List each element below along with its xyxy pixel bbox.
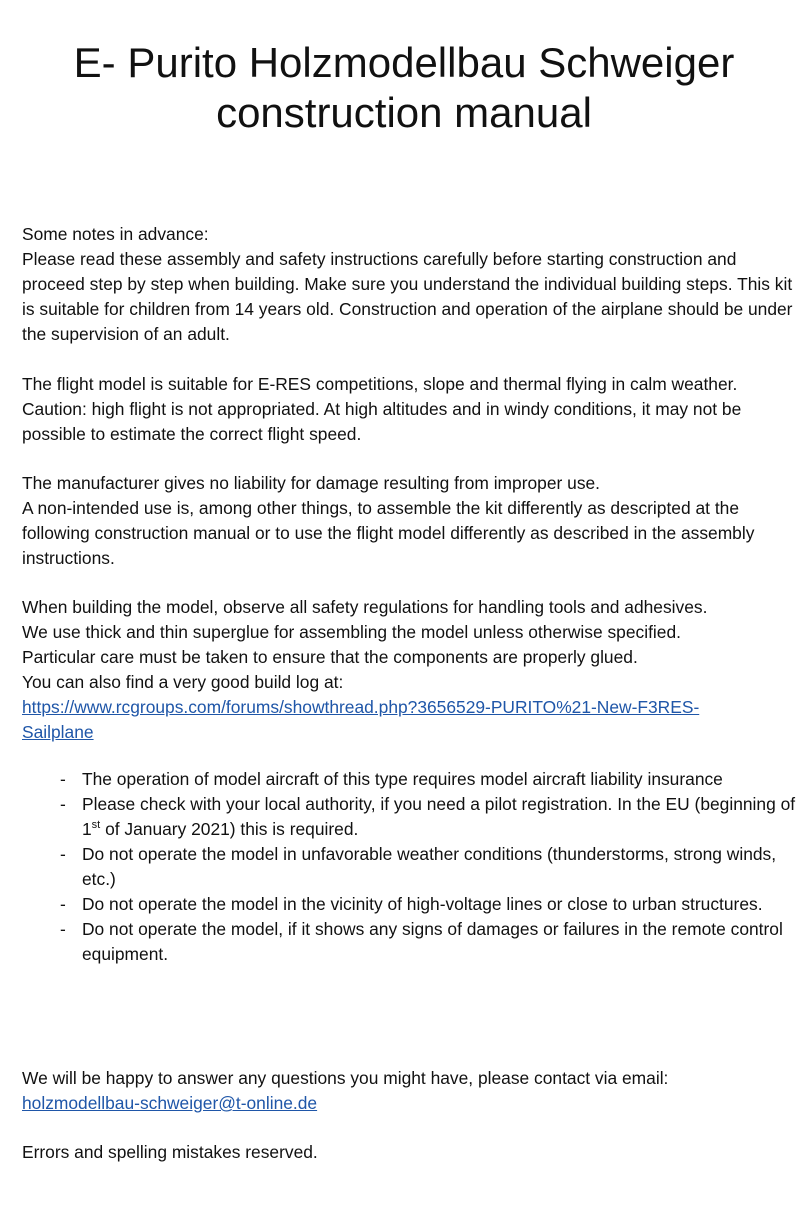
contact-section: [22, 1066, 802, 1116]
build-log-link[interactable]: [22, 695, 802, 745]
build-log-intro: You can also find a very good build log at:: [22, 672, 344, 692]
list-item: [22, 792, 802, 842]
list-item: [22, 892, 802, 917]
weather-note: Do not operate the model in unfavorable weather conditions (thunderstorms, strong winds, etc.): [82, 844, 777, 889]
build-log-link-line-2[interactable]: Sailplane: [22, 722, 94, 742]
damage-note: Do not operate the model, if it shows any signs of damages or failures in the remote control equipment.: [82, 919, 783, 964]
liability-section: [22, 471, 802, 571]
flight-section: [22, 372, 802, 447]
bullet-dash: -: [60, 894, 66, 914]
flight-caution: Caution: high flight is not appropriated. At high altitudes and in windy conditions, it may not be possible to estimate the correct flight speed.: [22, 399, 742, 444]
superglue-note: We use thick and thin superglue for assembling the model unless otherwise specified.: [22, 622, 681, 642]
list-item: [22, 842, 802, 892]
flight-suitability: The flight model is suitable for E-RES competitions, slope and thermal flying in calm weather.: [22, 374, 738, 394]
title-line-1: E- Purito Holzmodellbau Schweiger: [73, 39, 735, 86]
building-section: [22, 595, 802, 745]
liability-statement: The manufacturer gives no liability for damage resulting from improper use.: [22, 473, 601, 493]
footer-section: [22, 1140, 802, 1165]
power-lines-note: Do not operate the model in the vicinity of high-voltage lines or close to urban structures.: [82, 894, 763, 914]
errors-reserved-note: Errors and spelling mistakes reserved.: [22, 1142, 318, 1162]
list-item: [22, 917, 802, 967]
intro-heading: Some notes in advance:: [22, 224, 209, 244]
bullet-dash: -: [60, 844, 66, 864]
bullet-dash: -: [60, 769, 66, 789]
contact-text: We will be happy to answer any questions you might have, please contact via email:: [22, 1068, 669, 1088]
safety-bullet-list: [22, 767, 802, 967]
title-line-2: construction manual: [216, 89, 592, 136]
build-log-link-line-1[interactable]: https://www.rcgroups.com/forums/showthread.php?3656529-PURITO%21-New-F3RES-: [22, 697, 700, 717]
non-intended-use: A non-intended use is, among other things, to assemble the kit differently as descripted at the following construction manual or to use the flight model differently as described in the assembly instructions.: [22, 498, 755, 568]
registration-note: Please check with your local authority, if you need a pilot registration. In the EU (beginning of 1st of January 2021) this is required.: [82, 794, 796, 839]
safety-regulations: When building the model, observe all safety regulations for handling tools and adhesives.: [22, 597, 708, 617]
page-title: [0, 38, 808, 138]
bullet-dash: -: [60, 919, 66, 939]
insurance-note: The operation of model aircraft of this type requires model aircraft liability insurance: [82, 769, 723, 789]
contact-email-link[interactable]: holzmodellbau-schweiger@t-online.de: [22, 1093, 318, 1113]
intro-paragraph: Please read these assembly and safety instructions carefully before starting construction and proceed step by step when building. Make sure you understand the individual building steps. This kit is suitable for children from 14 years old. Construction and operation of the airplane should be under the supervision of an adult.: [22, 249, 793, 344]
list-item: [22, 767, 802, 792]
intro-section: [22, 222, 802, 347]
bullet-dash: -: [60, 794, 66, 814]
glue-care-note: Particular care must be taken to ensure that the components are properly glued.: [22, 647, 638, 667]
